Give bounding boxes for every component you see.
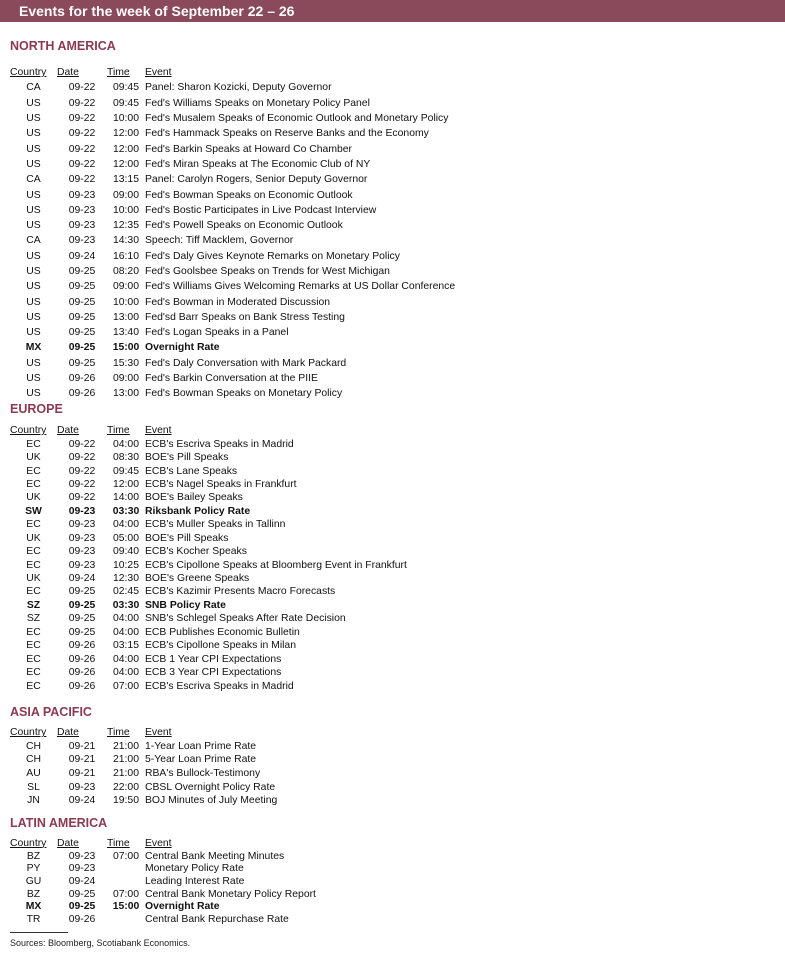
- cell-time: 12:00: [112, 143, 139, 155]
- cell-date: 09-23: [68, 505, 96, 517]
- events-table-asia-pacific: [10, 726, 277, 808]
- cell-event: Fed's Goolsbee Speaks on Trends for West Michigan: [145, 266, 390, 277]
- cell-country: US: [26, 220, 41, 232]
- cell-country: EC: [26, 680, 41, 692]
- cell-date: 09-26: [68, 373, 96, 385]
- table-row: [10, 371, 455, 386]
- footer-sources: Sources: Bloomberg, Scotiabank Economics.: [10, 938, 191, 948]
- cell-country: CH: [25, 740, 41, 752]
- events-table-europe: [10, 424, 407, 693]
- cell-time: 10:00: [112, 296, 139, 308]
- cell-event: Central Bank Meeting Minutes: [145, 850, 285, 862]
- column-header-event: Event: [145, 727, 172, 739]
- cell-event: Central Bank Monetary Policy Report: [145, 888, 316, 900]
- cell-country: PY: [26, 863, 41, 875]
- table-row: [10, 572, 407, 585]
- table-row: [10, 126, 455, 141]
- table-row: [10, 294, 455, 309]
- cell-time: 08:20: [112, 266, 139, 277]
- page-header: [0, 0, 785, 22]
- cell-date: 09-22: [68, 143, 96, 155]
- cell-time: 03:30: [112, 505, 140, 517]
- table-row: [10, 437, 407, 450]
- cell-date: 09-22: [68, 113, 96, 125]
- cell-event: Monetary Policy Rate: [145, 863, 244, 875]
- cell-event: Fed's Williams Speaks on Monetary Policy Panel: [145, 97, 370, 109]
- cell-country: EC: [26, 438, 41, 450]
- cell-country: US: [26, 189, 41, 201]
- table-header-row: [10, 837, 316, 850]
- cell-time: 14:00: [112, 492, 139, 504]
- cell-date: 09-22: [68, 158, 96, 170]
- cell-country: US: [26, 311, 41, 323]
- cell-time: 15:30: [112, 357, 139, 369]
- cell-date: 09-22: [68, 465, 96, 477]
- cell-country: US: [26, 357, 41, 369]
- cell-event: BOJ Minutes of July Meeting: [145, 795, 278, 807]
- cell-country: US: [26, 281, 41, 293]
- cell-date: 09-21: [68, 768, 96, 780]
- column-header-country: Country: [10, 837, 47, 849]
- cell-country: MX: [25, 342, 42, 354]
- cell-country: US: [26, 128, 41, 140]
- cell-date: 09-25: [68, 586, 96, 598]
- table-row: [10, 96, 455, 111]
- cell-time: [107, 913, 145, 926]
- cell-date: 09-25: [68, 901, 96, 913]
- cell-event: Fed's Musalem Speaks of Economic Outlook and Monetary Policy: [145, 113, 449, 125]
- section-title-latin-america: LATIN AMERICA: [10, 816, 108, 830]
- cell-time: 15:00: [112, 342, 140, 354]
- cell-time: 09:40: [112, 546, 139, 558]
- cell-event: Fed's Bowman Speaks on Monetary Policy: [145, 388, 343, 400]
- table-row: [10, 203, 455, 218]
- table-row: [10, 233, 455, 248]
- cell-country: AU: [26, 768, 41, 780]
- column-header-date: Date: [57, 67, 79, 79]
- table-row: [10, 862, 316, 875]
- cell-date: 09-25: [68, 626, 96, 638]
- column-header-time: Time: [107, 67, 130, 79]
- cell-event: Fed's Logan Speaks in a Panel: [145, 327, 289, 339]
- cell-date: 09-23: [68, 559, 96, 571]
- cell-time: 13:00: [112, 388, 139, 400]
- cell-country: UK: [26, 492, 41, 504]
- column-header-time: Time: [107, 837, 130, 849]
- cell-time: 04:00: [112, 613, 139, 625]
- cell-time: 09:45: [112, 97, 139, 109]
- table-row: [10, 157, 455, 172]
- table-row: [10, 599, 407, 612]
- table-row: [10, 753, 277, 767]
- cell-time: 04:00: [112, 667, 139, 679]
- cell-country: US: [26, 266, 41, 277]
- cell-time: 09:00: [112, 189, 139, 201]
- cell-time: 04:00: [112, 626, 139, 638]
- cell-country: BZ: [26, 888, 41, 900]
- cell-country: US: [26, 327, 41, 339]
- cell-country: EC: [26, 626, 41, 638]
- table-row: [10, 386, 455, 401]
- column-header-country: Country: [10, 425, 47, 437]
- cell-country: EC: [26, 546, 41, 558]
- cell-time: 09:00: [112, 281, 139, 293]
- cell-country: CA: [26, 82, 41, 94]
- table-row: [10, 310, 455, 325]
- cell-time: 15:00: [112, 901, 140, 913]
- cell-event: ECB's Kocher Speaks: [145, 546, 247, 558]
- cell-event: Panel: Sharon Kozicki, Deputy Governor: [145, 82, 332, 94]
- cell-country: SW: [25, 505, 42, 517]
- table-row: [10, 325, 455, 340]
- column-header-date: Date: [57, 727, 79, 739]
- cell-time: 13:15: [112, 174, 139, 186]
- cell-country: UK: [26, 532, 41, 544]
- table-row: [10, 518, 407, 531]
- cell-date: 09-22: [68, 174, 96, 186]
- table-row: [10, 794, 277, 808]
- column-header-event: Event: [145, 67, 172, 79]
- cell-event: Fed's Bowman Speaks on Economic Outlook: [145, 189, 353, 201]
- cell-country: SZ: [26, 599, 41, 611]
- cell-time: 03:30: [112, 599, 140, 611]
- cell-event: 1-Year Loan Prime Rate: [145, 740, 257, 752]
- cell-country: US: [26, 158, 41, 170]
- cell-time: 10:00: [112, 204, 139, 216]
- cell-time: 13:40: [112, 327, 139, 339]
- cell-date: 09-22: [68, 492, 96, 504]
- header-title: Events for the week of September 22 – 26: [19, 3, 295, 19]
- cell-time: 22:00: [112, 781, 139, 793]
- cell-date: 09-24: [68, 795, 96, 807]
- cell-event: Fed's Barkin Conversation at the PIIE: [145, 373, 318, 385]
- cell-event: BOE's Greene Speaks: [145, 573, 250, 585]
- cell-event: Leading Interest Rate: [145, 875, 245, 887]
- cell-time: 07:00: [112, 850, 139, 862]
- cell-date: 09-23: [68, 863, 96, 875]
- table-row: [10, 652, 407, 665]
- table-row: [10, 558, 407, 571]
- table-row: [10, 913, 316, 926]
- cell-event: Fed's Daly Gives Keynote Remarks on Monetary Policy: [145, 250, 400, 262]
- cell-date: 09-22: [68, 128, 96, 140]
- cell-event: Fed's Bowman in Moderated Discussion: [145, 296, 331, 308]
- column-header-country: Country: [10, 727, 47, 739]
- cell-country: UK: [26, 452, 41, 464]
- table-row: [10, 172, 455, 187]
- cell-date: 09-26: [68, 640, 96, 652]
- cell-country: TR: [26, 913, 41, 925]
- cell-date: 09-21: [68, 754, 96, 766]
- cell-event: Fed's Powell Speaks on Economic Outlook: [145, 220, 343, 232]
- table-header-row: [10, 65, 455, 80]
- cell-date: 09-23: [68, 220, 96, 232]
- column-header-time: Time: [107, 425, 130, 437]
- cell-date: 09-26: [68, 667, 96, 679]
- cell-event: ECB's Cipollone Speaks at Bloomberg Event in Frankfurt: [145, 559, 407, 571]
- table-row: [10, 80, 455, 95]
- cell-country: US: [26, 97, 41, 109]
- cell-date: 09-23: [68, 204, 96, 216]
- cell-time: 12:35: [112, 220, 139, 232]
- cell-event: BOE's Pill Speaks: [145, 532, 229, 544]
- table-row: [10, 264, 455, 279]
- table-row: [10, 218, 455, 233]
- cell-event: Fed's Miran Speaks at The Economic Club of NY: [145, 158, 371, 170]
- cell-date: 09-25: [68, 296, 96, 308]
- cell-time: 21:00: [112, 740, 139, 752]
- cell-time: 07:00: [112, 680, 139, 692]
- cell-date: 09-25: [68, 888, 96, 900]
- section-title-europe: EUROPE: [10, 402, 63, 416]
- cell-date: 09-24: [68, 573, 96, 585]
- cell-event: Fed's Bostic Participates in Live Podcast Interview: [145, 204, 377, 216]
- cell-event: ECB's Nagel Speaks in Frankfurt: [145, 478, 297, 490]
- cell-event: ECB's Muller Speaks in Tallinn: [145, 519, 286, 531]
- events-table-latin-america: [10, 837, 316, 926]
- cell-date: 09-23: [68, 189, 96, 201]
- table-row: [10, 767, 277, 781]
- table-row: [10, 356, 455, 371]
- cell-date: 09-22: [68, 478, 96, 490]
- cell-date: 09-25: [68, 342, 96, 354]
- cell-date: 09-22: [68, 82, 96, 94]
- table-row: [10, 491, 407, 504]
- table-row: [10, 850, 316, 863]
- table-row: [10, 612, 407, 625]
- cell-event: Panel: Carolyn Rogers, Senior Deputy Governor: [145, 174, 368, 186]
- cell-time: [107, 862, 145, 875]
- section-title-north-america: NORTH AMERICA: [10, 39, 116, 53]
- cell-time: 03:15: [112, 640, 139, 652]
- table-row: [10, 740, 277, 754]
- cell-country: EC: [26, 640, 41, 652]
- cell-country: US: [26, 250, 41, 262]
- cell-event: Speech: Tiff Macklem, Governor: [145, 235, 294, 247]
- cell-date: 09-25: [68, 281, 96, 293]
- section-title-asia-pacific: ASIA PACIFIC: [10, 705, 92, 719]
- table-header-row: [10, 424, 407, 437]
- cell-date: 09-25: [68, 357, 96, 369]
- cell-event: Fed'sd Barr Speaks on Bank Stress Testing: [145, 311, 345, 323]
- cell-event: ECB Publishes Economic Bulletin: [145, 626, 300, 638]
- table-row: [10, 900, 316, 913]
- cell-date: 09-26: [68, 913, 96, 925]
- cell-event: Fed's Hammack Speaks on Reserve Banks and the Economy: [145, 128, 429, 140]
- cell-country: MX: [25, 901, 42, 913]
- cell-time: 04:00: [112, 519, 139, 531]
- cell-event: ECB's Kazimir Presents Macro Forecasts: [145, 586, 336, 598]
- cell-time: 08:30: [112, 452, 139, 464]
- cell-country: US: [26, 388, 41, 400]
- cell-country: SL: [27, 781, 40, 793]
- cell-time: 13:00: [112, 311, 139, 323]
- table-row: [10, 141, 455, 156]
- cell-date: 09-25: [68, 266, 96, 277]
- cell-time: [107, 875, 145, 888]
- cell-time: 10:00: [112, 113, 139, 125]
- table-row: [10, 340, 455, 355]
- cell-event: Fed's Williams Gives Welcoming Remarks at US Dollar Conference: [145, 281, 456, 293]
- cell-country: US: [26, 296, 41, 308]
- cell-country: EC: [26, 478, 41, 490]
- table-row: [10, 279, 455, 294]
- cell-country: EC: [26, 559, 41, 571]
- cell-event: Fed's Daly Conversation with Mark Packard: [145, 357, 347, 369]
- cell-time: 12:30: [112, 573, 139, 585]
- table-row: [10, 679, 407, 692]
- cell-time: 04:00: [112, 438, 139, 450]
- cell-country: EC: [26, 653, 41, 665]
- cell-event: ECB's Escriva Speaks in Madrid: [145, 438, 294, 450]
- events-table-north-america: [10, 65, 455, 402]
- table-row: [10, 532, 407, 545]
- cell-time: 10:25: [112, 559, 139, 571]
- cell-country: EC: [26, 586, 41, 598]
- cell-country: JN: [27, 795, 40, 807]
- cell-event: Overnight Rate: [145, 901, 220, 913]
- cell-time: 12:00: [112, 478, 139, 490]
- cell-event: Fed's Barkin Speaks at Howard Co Chamber: [145, 143, 353, 155]
- cell-date: 09-23: [68, 850, 96, 862]
- cell-country: SZ: [26, 613, 41, 625]
- cell-time: 04:00: [112, 653, 139, 665]
- cell-time: 12:00: [112, 128, 139, 140]
- cell-country: US: [26, 204, 41, 216]
- table-row: [10, 626, 407, 639]
- cell-event: SNB Policy Rate: [145, 599, 226, 611]
- table-row: [10, 478, 407, 491]
- table-row: [10, 187, 455, 202]
- cell-event: Overnight Rate: [145, 342, 220, 354]
- table-row: [10, 585, 407, 598]
- table-row: [10, 249, 455, 264]
- cell-country: CA: [26, 235, 41, 247]
- table-row: [10, 639, 407, 652]
- cell-event: BOE's Bailey Speaks: [145, 492, 243, 504]
- table-header-row: [10, 726, 277, 740]
- cell-time: 16:10: [112, 250, 139, 262]
- cell-event: CBSL Overnight Policy Rate: [145, 781, 276, 793]
- cell-country: GU: [25, 875, 42, 887]
- footer-divider: [10, 932, 68, 933]
- cell-time: 21:00: [112, 768, 139, 780]
- cell-date: 09-23: [68, 235, 96, 247]
- cell-event: RBA's Bullock-Testimony: [145, 768, 261, 780]
- cell-date: 09-22: [68, 438, 96, 450]
- cell-time: 12:00: [112, 158, 139, 170]
- cell-event: BOE's Pill Speaks: [145, 452, 229, 464]
- cell-time: 09:45: [112, 465, 139, 477]
- cell-time: 05:00: [112, 532, 139, 544]
- cell-date: 09-23: [68, 781, 96, 793]
- cell-date: 09-26: [68, 653, 96, 665]
- cell-event: 5-Year Loan Prime Rate: [145, 754, 257, 766]
- column-header-time: Time: [107, 727, 130, 739]
- cell-event: SNB's Schlegel Speaks After Rate Decision: [145, 613, 346, 625]
- cell-date: 09-22: [68, 452, 96, 464]
- cell-country: BZ: [26, 850, 41, 862]
- cell-date: 09-25: [68, 613, 96, 625]
- cell-event: ECB's Lane Speaks: [145, 465, 238, 477]
- cell-date: 09-25: [68, 311, 96, 323]
- cell-event: Riksbank Policy Rate: [145, 505, 251, 517]
- table-row: [10, 545, 407, 558]
- cell-date: 09-25: [68, 327, 96, 339]
- cell-date: 09-26: [68, 680, 96, 692]
- cell-country: EC: [26, 667, 41, 679]
- cell-time: 09:45: [112, 82, 139, 94]
- cell-time: 19:50: [112, 795, 139, 807]
- cell-time: 07:00: [112, 888, 139, 900]
- cell-time: 02:45: [112, 586, 139, 598]
- column-header-date: Date: [57, 425, 79, 437]
- cell-date: 09-24: [68, 250, 96, 262]
- cell-country: CH: [25, 754, 41, 766]
- table-row: [10, 451, 407, 464]
- cell-event: ECB 3 Year CPI Expectations: [145, 667, 282, 679]
- cell-country: US: [26, 373, 41, 385]
- cell-country: US: [26, 143, 41, 155]
- cell-date: 09-22: [68, 97, 96, 109]
- cell-event: ECB's Cipollone Speaks in Milan: [145, 640, 296, 652]
- cell-country: EC: [26, 519, 41, 531]
- table-row: [10, 780, 277, 794]
- cell-country: CA: [26, 174, 41, 186]
- cell-date: 09-21: [68, 740, 96, 752]
- cell-country: EC: [26, 465, 41, 477]
- cell-country: UK: [26, 573, 41, 585]
- cell-date: 09-26: [68, 388, 96, 400]
- table-row: [10, 666, 407, 679]
- cell-time: 21:00: [112, 754, 139, 766]
- table-row: [10, 888, 316, 901]
- cell-time: 14:30: [112, 235, 139, 247]
- cell-event: ECB 1 Year CPI Expectations: [145, 653, 282, 665]
- cell-date: 09-24: [68, 875, 96, 887]
- cell-country: US: [26, 113, 41, 125]
- cell-date: 09-25: [68, 599, 96, 611]
- cell-event: Central Bank Repurchase Rate: [145, 913, 289, 925]
- cell-event: ECB's Escriva Speaks in Madrid: [145, 680, 294, 692]
- column-header-event: Event: [145, 425, 172, 437]
- cell-date: 09-23: [68, 546, 96, 558]
- table-row: [10, 505, 407, 518]
- table-row: [10, 464, 407, 477]
- table-row: [10, 875, 316, 888]
- column-header-event: Event: [145, 837, 172, 849]
- cell-date: 09-23: [68, 532, 96, 544]
- column-header-country: Country: [10, 67, 47, 79]
- cell-time: 09:00: [112, 373, 139, 385]
- column-header-date: Date: [57, 837, 79, 849]
- cell-date: 09-23: [68, 519, 96, 531]
- table-row: [10, 111, 455, 126]
